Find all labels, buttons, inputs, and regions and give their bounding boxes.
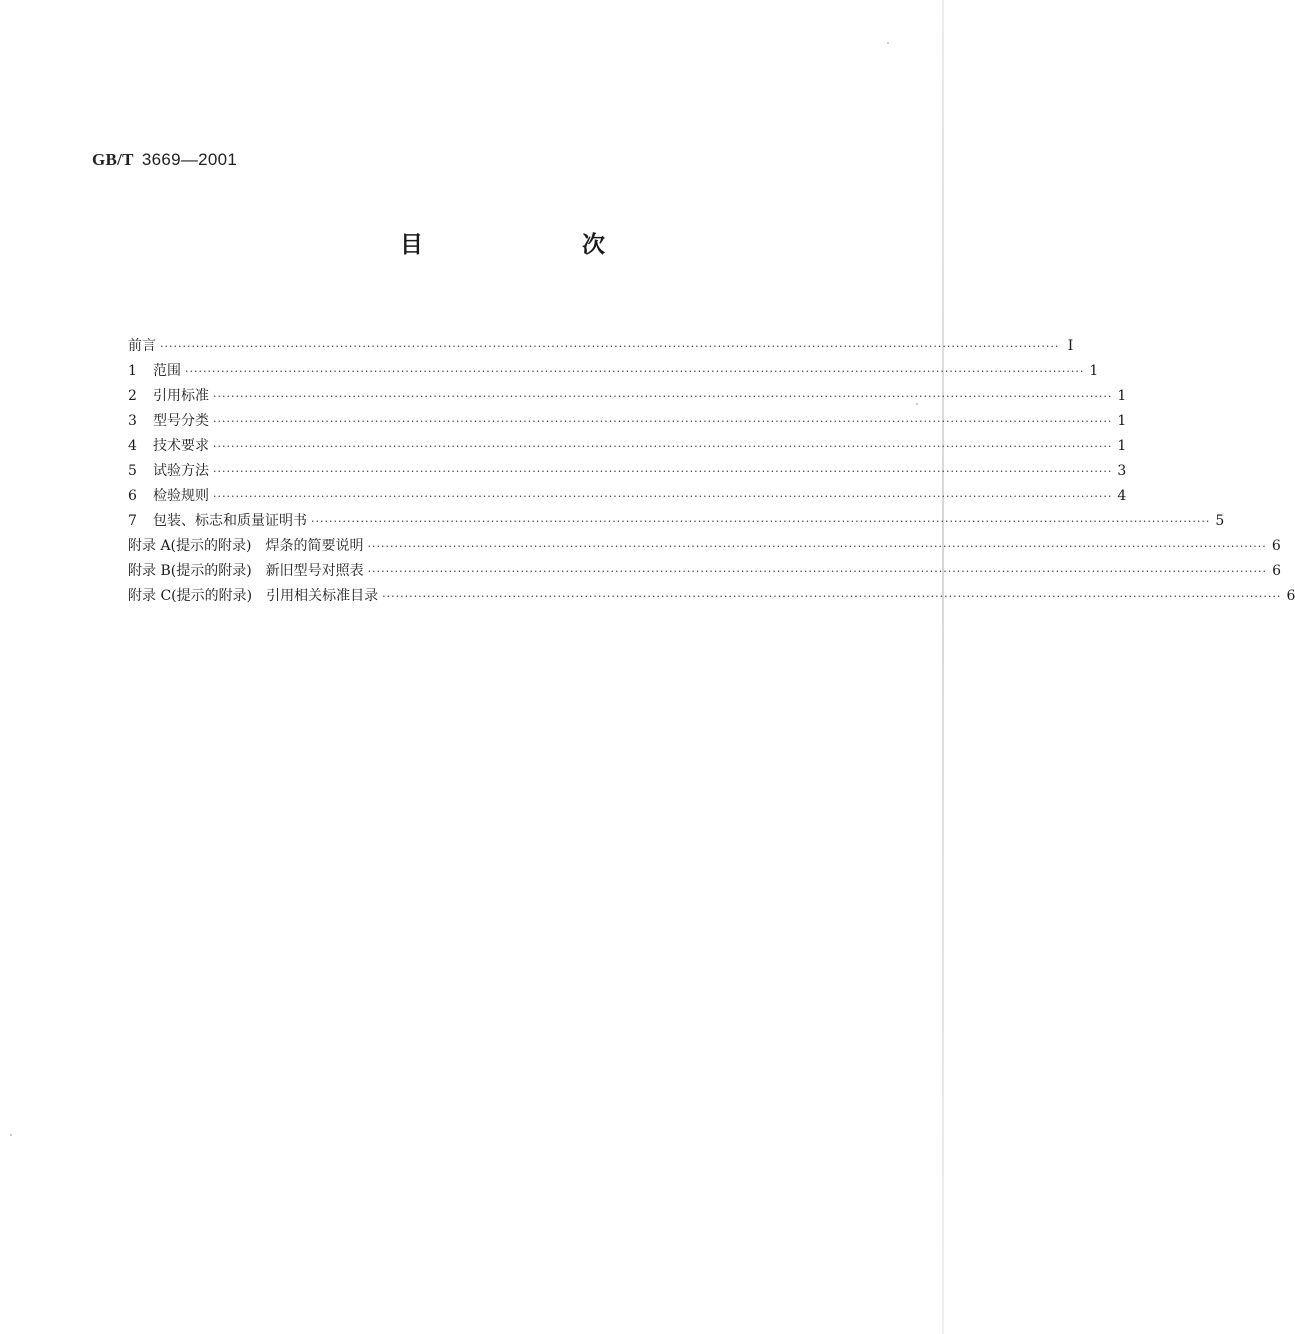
toc-entry-page: 4 <box>1117 488 1127 504</box>
toc-entry-appendix-a[interactable] <box>128 534 1281 559</box>
toc-entry-number: 2 <box>128 388 137 404</box>
toc-entry-page: 3 <box>1117 463 1127 479</box>
toc-entry-label: 附录 B(提示的附录) 新旧型号对照表 <box>128 563 364 579</box>
toc-entry-number: 7 <box>128 513 137 529</box>
toc-dot-leader: ········································································································································································································ <box>367 565 1267 578</box>
toc-entry-scope[interactable] <box>128 359 1099 384</box>
toc-entry-page: 1 <box>1089 363 1099 379</box>
toc-entry-classification[interactable] <box>128 409 1127 434</box>
toc-entry-label: 引用标准 <box>153 388 209 404</box>
toc-entry-page: I <box>1067 338 1074 354</box>
toc-dot-leader: ········································································································································································································ <box>367 540 1267 553</box>
toc-entry-preface[interactable] <box>128 334 1074 359</box>
toc-entry-page: 1 <box>1117 438 1127 454</box>
toc-entry-appendix-b[interactable] <box>128 559 1281 584</box>
toc-dot-leader: ········································································································································································································ <box>311 515 1211 528</box>
toc-dot-leader: ········································································································································································································ <box>213 490 1113 503</box>
toc-entry-test-methods[interactable] <box>128 459 1127 484</box>
toc-dot-leader: ········································································································································································································ <box>213 390 1113 403</box>
toc-entry-page: 6 <box>1272 563 1281 579</box>
standard-number: 3669—2001 <box>141 150 238 169</box>
toc-dot-leader: ········································································································································································································ <box>160 340 1060 353</box>
toc-entry-label: 附录 C(提示的附录) 引用相关标准目录 <box>128 588 379 604</box>
toc-entry-label: 范围 <box>153 363 181 379</box>
table-of-contents <box>128 334 1295 609</box>
toc-dot-leader: ········································································································································································································ <box>213 465 1113 478</box>
toc-dot-leader: ········································································································································································································ <box>213 415 1113 428</box>
toc-entry-number: 6 <box>128 488 137 504</box>
toc-entry-label: 附录 A(提示的附录) 焊条的简要说明 <box>128 538 364 554</box>
toc-entry-label: 技术要求 <box>153 438 209 454</box>
scan-speck <box>10 1134 12 1136</box>
scan-edge-shadow <box>942 0 944 1334</box>
toc-entry-page: 5 <box>1215 513 1225 529</box>
toc-entry-label: 试验方法 <box>153 463 209 479</box>
toc-dot-leader: ········································································································································································································ <box>213 440 1113 453</box>
toc-entry-page: 1 <box>1117 388 1127 404</box>
scan-speck <box>916 403 918 405</box>
toc-dot-leader: ········································································································································································································ <box>382 590 1282 603</box>
toc-entry-technical-requirements[interactable] <box>128 434 1127 459</box>
toc-entry-number: 5 <box>128 463 137 479</box>
toc-entry-packaging-marking[interactable] <box>128 509 1225 534</box>
toc-entry-page: 6 <box>1286 588 1295 604</box>
standard-prefix: GB/T <box>92 150 134 169</box>
toc-entry-page: 6 <box>1271 538 1281 554</box>
toc-entry-inspection-rules[interactable] <box>128 484 1127 509</box>
toc-entry-normative-references[interactable] <box>128 384 1127 409</box>
toc-entry-number: 4 <box>128 438 137 454</box>
toc-entry-label: 检验规则 <box>153 488 209 504</box>
toc-entry-appendix-c[interactable] <box>128 584 1295 609</box>
toc-dot-leader: ········································································································································································································ <box>185 365 1085 378</box>
toc-entry-label: 前言 <box>128 338 156 354</box>
toc-entry-number: 1 <box>128 363 137 379</box>
toc-entry-label: 型号分类 <box>153 413 209 429</box>
scan-speck <box>887 42 889 44</box>
toc-entry-number: 3 <box>128 413 137 429</box>
standard-code <box>92 150 237 170</box>
toc-title: 目 次 <box>400 232 673 258</box>
toc-entry-page: 1 <box>1117 413 1127 429</box>
toc-entry-label: 包装、标志和质量证明书 <box>153 513 307 529</box>
